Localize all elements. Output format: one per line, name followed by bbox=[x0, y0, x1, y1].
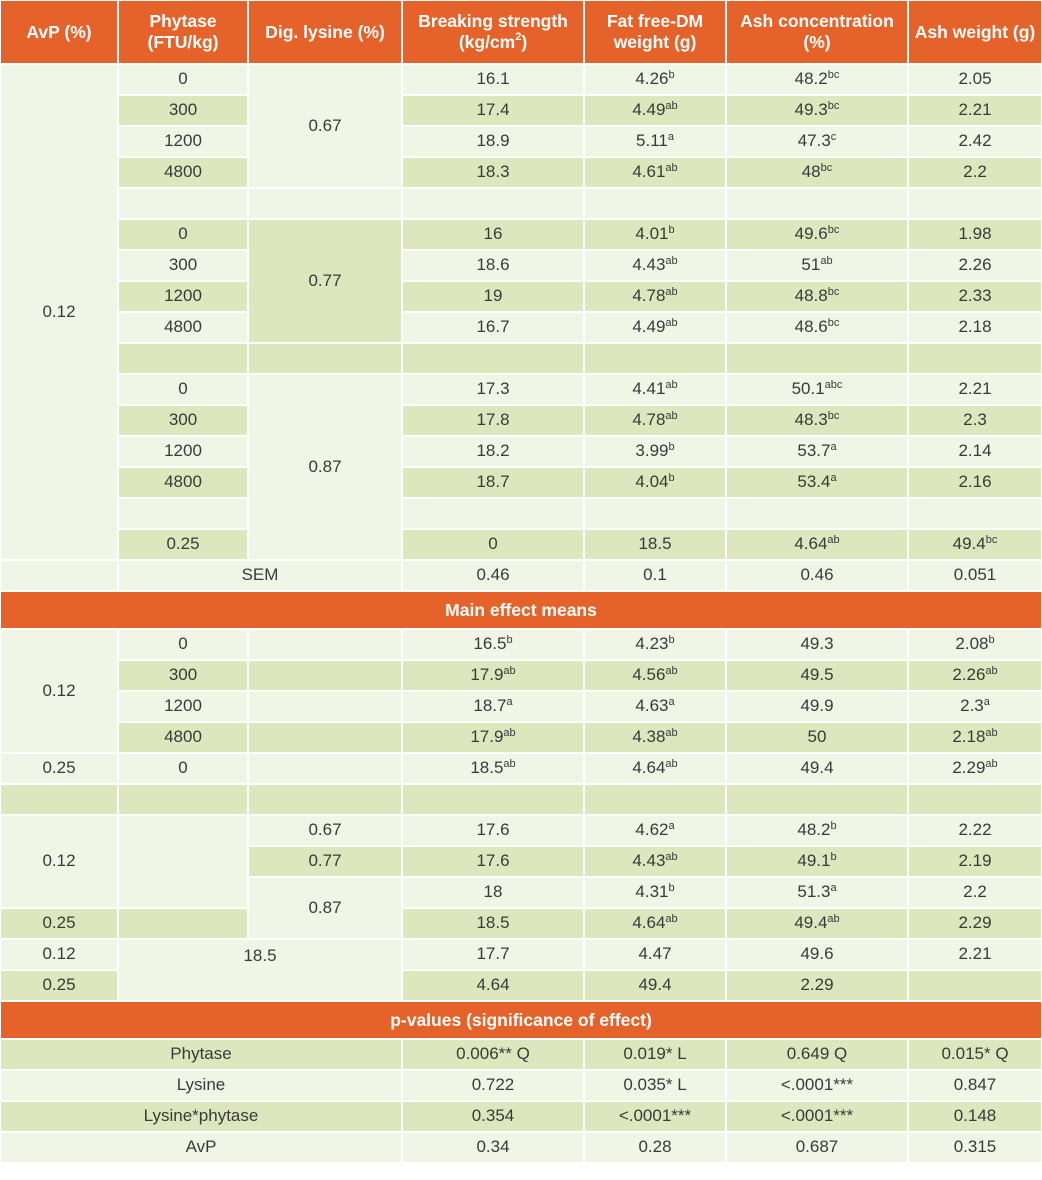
pvalue-row bbox=[0, 1039, 1042, 1070]
ashweight-cell: 2.08$^b$ bbox=[908, 629, 1042, 660]
breaking-cell: 0.46 bbox=[402, 560, 584, 591]
breaking-cell: 18.3 bbox=[402, 157, 584, 188]
breaking-cell: 0.722 bbox=[402, 1070, 584, 1101]
table-row bbox=[0, 467, 1042, 498]
ashconc-cell: 49.6 bbox=[726, 939, 908, 970]
ashconc-cell: 49.5 bbox=[726, 660, 908, 691]
pvalue-row bbox=[0, 1101, 1042, 1132]
ashweight-cell: 2.18$^{ab}$ bbox=[908, 722, 1042, 753]
col-header-ash-concentration: Ash concentration (%) bbox=[726, 0, 908, 64]
ashconc-cell: 48.8$^{bc}$ bbox=[726, 281, 908, 312]
fatfree-cell: 4.61$^{ab}$ bbox=[584, 157, 726, 188]
table-row bbox=[0, 250, 1042, 281]
breaking-cell: 17.4 bbox=[402, 95, 584, 126]
avp-cell: 0.12 bbox=[0, 939, 118, 970]
ashconc-cell: <.0001*** bbox=[726, 1070, 908, 1101]
ashconc-cell: 49.4 bbox=[726, 753, 908, 784]
fatfree-cell: 4.63$^a$ bbox=[584, 691, 726, 722]
ashconc-cell: 0.649 Q bbox=[726, 1039, 908, 1070]
ashconc-cell: 49.1$^b$ bbox=[726, 846, 908, 877]
breaking-cell: 18.2 bbox=[402, 436, 584, 467]
ashweight-cell: 2.14 bbox=[908, 436, 1042, 467]
ashconc-cell: 51.3$^a$ bbox=[726, 877, 908, 908]
effect-label: Phytase bbox=[0, 1039, 402, 1070]
col-header-avp: AvP (%) bbox=[0, 0, 118, 64]
ashconc-cell: 49.3$^{bc}$ bbox=[726, 95, 908, 126]
ashconc-cell: 49.6$^{bc}$ bbox=[726, 219, 908, 250]
table-row bbox=[0, 95, 1042, 126]
ashweight-cell: 0.847 bbox=[908, 1070, 1042, 1101]
ashconc-cell: 49.3 bbox=[726, 629, 908, 660]
fatfree-cell: 4.23$^b$ bbox=[584, 629, 726, 660]
fatfree-cell: 4.78$^{ab}$ bbox=[584, 281, 726, 312]
fatfree-cell: 5.11$^a$ bbox=[584, 126, 726, 157]
breaking-cell: 18.7$^a$ bbox=[402, 691, 584, 722]
breaking-cell: 0.354 bbox=[402, 1101, 584, 1132]
phytase-cell: 0 bbox=[118, 629, 248, 660]
fatfree-cell: 4.64$^{ab}$ bbox=[726, 529, 908, 560]
avp-main-value: 18.5 bbox=[118, 939, 402, 1001]
table-row bbox=[0, 64, 1042, 95]
ashconc-cell: <.0001*** bbox=[726, 1101, 908, 1132]
table-row bbox=[0, 126, 1042, 157]
ashconc-cell: 49.4$^{bc}$ bbox=[908, 529, 1042, 560]
ashweight-cell: 2.2 bbox=[908, 157, 1042, 188]
phytase-cell: 0 bbox=[118, 374, 248, 405]
header-row bbox=[0, 0, 1042, 64]
ashconc-cell: 47.3$^c$ bbox=[726, 126, 908, 157]
fatfree-cell: 4.47 bbox=[584, 939, 726, 970]
ashweight-cell: 2.2 bbox=[908, 877, 1042, 908]
ashweight-cell: 2.29 bbox=[908, 908, 1042, 939]
pvalue-row bbox=[0, 1070, 1042, 1101]
ashweight-cell: 2.21 bbox=[908, 939, 1042, 970]
breaking-cell: 16.1 bbox=[402, 64, 584, 95]
fatfree-cell: 4.01$^b$ bbox=[584, 219, 726, 250]
ashweight-cell: 2.21 bbox=[908, 374, 1042, 405]
avp-cell: 0.25 bbox=[0, 753, 118, 784]
phytase-cell: 4800 bbox=[118, 722, 248, 753]
avp-cell: 0.25 bbox=[0, 970, 118, 1001]
ashconc-cell: 0.46 bbox=[726, 560, 908, 591]
table-row bbox=[0, 281, 1042, 312]
fatfree-cell: 4.43$^{ab}$ bbox=[584, 250, 726, 281]
breaking-cell: 19 bbox=[402, 281, 584, 312]
ashweight-cell: 2.18 bbox=[908, 312, 1042, 343]
lysine-cell: 0.87 bbox=[248, 877, 402, 939]
breaking-cell: 0.34 bbox=[402, 1132, 584, 1163]
ashconc-cell: 0.687 bbox=[726, 1132, 908, 1163]
breaking-cell: 18.5 bbox=[402, 908, 584, 939]
col-header-fat-free-dm: Fat free-DM weight (g) bbox=[584, 0, 726, 64]
breaking-cell: 18.5 bbox=[584, 529, 726, 560]
lysine-cell: 0.67 bbox=[248, 64, 402, 188]
fatfree-cell: 4.04$^b$ bbox=[584, 467, 726, 498]
effect-label: AvP bbox=[0, 1132, 402, 1163]
fatfree-cell: 0.28 bbox=[584, 1132, 726, 1163]
breaking-cell: 18 bbox=[402, 877, 584, 908]
phytase-cell: 300 bbox=[118, 660, 248, 691]
breaking-cell: 17.7 bbox=[402, 939, 584, 970]
fatfree-cell: 4.49$^{ab}$ bbox=[584, 312, 726, 343]
fatfree-cell: 4.56$^{ab}$ bbox=[584, 660, 726, 691]
fatfree-cell: 0.035* L bbox=[584, 1070, 726, 1101]
ashconc-cell: 50.1$^{abc}$ bbox=[726, 374, 908, 405]
col-header-breaking-strength: Breaking strength $(kg/cm^2)$ bbox=[402, 0, 584, 64]
ashweight-cell: 1.98 bbox=[908, 219, 1042, 250]
phytase-cell: 1200 bbox=[118, 691, 248, 722]
breaking-cell: 18.6 bbox=[402, 250, 584, 281]
ashconc-cell: 50 bbox=[726, 722, 908, 753]
breaking-cell: 18.7 bbox=[402, 467, 584, 498]
ashweight-cell: 0.051 bbox=[908, 560, 1042, 591]
col-header-phytase: Phytase (FTU/kg) bbox=[118, 0, 248, 64]
ashweight-cell: 0.148 bbox=[908, 1101, 1042, 1132]
breaking-cell: 17.9$^{ab}$ bbox=[402, 722, 584, 753]
table-row bbox=[0, 691, 1042, 722]
ashconc-cell: 49.4$^{ab}$ bbox=[726, 908, 908, 939]
col-header-lysine: Dig. lysine (%) bbox=[248, 0, 402, 64]
avp-cell: 0.12 bbox=[0, 629, 118, 753]
ashweight-cell: 0.015* Q bbox=[908, 1039, 1042, 1070]
table-row bbox=[0, 436, 1042, 467]
spacer-row bbox=[0, 498, 1042, 529]
phytase-cell: 4800 bbox=[118, 157, 248, 188]
avp-cell: 0.12 bbox=[0, 815, 118, 908]
ashconc-cell: 48.6$^{bc}$ bbox=[726, 312, 908, 343]
fatfree-cell: 4.49$^{ab}$ bbox=[584, 95, 726, 126]
ashconc-cell: 48.2$^{bc}$ bbox=[726, 64, 908, 95]
phytase-cell: 300 bbox=[118, 405, 248, 436]
breaking-cell: 18.9 bbox=[402, 126, 584, 157]
fatfree-cell: 3.99$^b$ bbox=[584, 436, 726, 467]
fatfree-cell: 0.1 bbox=[584, 560, 726, 591]
fatfree-cell: 4.78$^{ab}$ bbox=[584, 405, 726, 436]
breaking-cell: 0.006** Q bbox=[402, 1039, 584, 1070]
lysine-cell: 0.67 bbox=[248, 815, 402, 846]
lysine-cell: 0.77 bbox=[248, 846, 402, 877]
ashweight-cell: 2.05 bbox=[908, 64, 1042, 95]
table-row bbox=[0, 753, 1042, 784]
main-effect-title: Main effect means bbox=[0, 591, 1042, 629]
breaking-cell: 17.3 bbox=[402, 374, 584, 405]
ashweight-cell: 2.26 bbox=[908, 250, 1042, 281]
ashweight-cell: 2.22 bbox=[908, 815, 1042, 846]
ashweight-cell: 2.21 bbox=[908, 95, 1042, 126]
fatfree-cell: 49.4 bbox=[584, 970, 726, 1001]
table-row bbox=[0, 939, 1042, 970]
breaking-cell: 16.7 bbox=[402, 312, 584, 343]
phytase-cell: 0 bbox=[118, 753, 248, 784]
pvalue-row bbox=[0, 1132, 1042, 1163]
ashconc-cell: $48^{bc}$ bbox=[726, 157, 908, 188]
ashweight-cell: 2.33 bbox=[908, 281, 1042, 312]
table-row bbox=[0, 660, 1042, 691]
fatfree-cell: 4.64$^{ab}$ bbox=[584, 753, 726, 784]
lysine-cell: 0.87 bbox=[248, 374, 402, 560]
table-row bbox=[0, 405, 1042, 436]
col-header-ash-weight: Ash weight (g) bbox=[908, 0, 1042, 64]
ashconc-cell: 49.9 bbox=[726, 691, 908, 722]
breaking-cell: 16 bbox=[402, 219, 584, 250]
phytase-cell: 1200 bbox=[118, 126, 248, 157]
fatfree-cell: <.0001*** bbox=[584, 1101, 726, 1132]
table-row bbox=[0, 529, 1042, 560]
avp-cell: 0.12 bbox=[0, 64, 118, 560]
avp-cell: 0.25 bbox=[0, 908, 118, 939]
effect-label: Lysine bbox=[0, 1070, 402, 1101]
spacer-row bbox=[0, 343, 1042, 374]
ashweight-cell: 2.3 bbox=[908, 405, 1042, 436]
ashweight-cell: 2.29$^{ab}$ bbox=[908, 753, 1042, 784]
ashweight-cell: 2.19 bbox=[908, 846, 1042, 877]
ashweight-cell: 2.16 bbox=[908, 467, 1042, 498]
ashconc-cell: 53.4$^a$ bbox=[726, 467, 908, 498]
ashweight-cell: 2.42 bbox=[908, 126, 1042, 157]
fatfree-cell: 4.64$^{ab}$ bbox=[584, 908, 726, 939]
fatfree-cell: 4.43$^{ab}$ bbox=[584, 846, 726, 877]
phytase-cell: 0 bbox=[118, 64, 248, 95]
spacer-row bbox=[0, 784, 1042, 815]
sem-row bbox=[0, 560, 1042, 591]
spacer-row bbox=[0, 188, 1042, 219]
phytase-cell: 0 bbox=[402, 529, 584, 560]
section-band bbox=[0, 591, 1042, 629]
table-row bbox=[0, 312, 1042, 343]
table-row bbox=[0, 374, 1042, 405]
fatfree-cell: 4.41$^{ab}$ bbox=[584, 374, 726, 405]
ashconc-cell: 2.29 bbox=[726, 970, 908, 1001]
breaking-cell: 18.5$^{ab}$ bbox=[402, 753, 584, 784]
avp-cell: 0.25 bbox=[118, 529, 248, 560]
breaking-cell: 17.9$^{ab}$ bbox=[402, 660, 584, 691]
phytase-cell: 300 bbox=[118, 95, 248, 126]
ashweight-cell: 2.26$^{ab}$ bbox=[908, 660, 1042, 691]
ashconc-cell: 48.3$^{bc}$ bbox=[726, 405, 908, 436]
phytase-cell: 4800 bbox=[118, 467, 248, 498]
breaking-cell: 17.8 bbox=[402, 405, 584, 436]
table-row bbox=[0, 908, 1042, 939]
effect-label: Lysine*phytase bbox=[0, 1101, 402, 1132]
ashweight-cell: 0.315 bbox=[908, 1132, 1042, 1163]
breaking-cell: 17.6 bbox=[402, 815, 584, 846]
phytase-cell: 1200 bbox=[118, 436, 248, 467]
phytase-cell: 1200 bbox=[118, 281, 248, 312]
section-band bbox=[0, 1001, 1042, 1039]
ashconc-cell: 48.2$^b$ bbox=[726, 815, 908, 846]
breaking-cell: 4.64 bbox=[402, 970, 584, 1001]
phytase-cell: 0 bbox=[118, 219, 248, 250]
ashweight-cell: 2.3$^a$ bbox=[908, 691, 1042, 722]
sem-label: SEM bbox=[118, 560, 402, 591]
ashconc-cell: 53.7$^a$ bbox=[726, 436, 908, 467]
fatfree-cell: 4.62$^a$ bbox=[584, 815, 726, 846]
phytase-cell: 300 bbox=[118, 250, 248, 281]
fatfree-cell: 4.38$^{ab}$ bbox=[584, 722, 726, 753]
fatfree-cell: 4.31$^b$ bbox=[584, 877, 726, 908]
table-row bbox=[0, 157, 1042, 188]
table-row bbox=[0, 629, 1042, 660]
table-row bbox=[0, 219, 1042, 250]
table-row bbox=[0, 722, 1042, 753]
fatfree-cell: 4.26$^b$ bbox=[584, 64, 726, 95]
breaking-cell: 17.6 bbox=[402, 846, 584, 877]
fatfree-cell: 0.019* L bbox=[584, 1039, 726, 1070]
table-row bbox=[0, 815, 1042, 846]
p-values-title: p-values (significance of effect) bbox=[0, 1001, 1042, 1039]
ashconc-cell: $51^{ab}$ bbox=[726, 250, 908, 281]
breaking-cell: 16.5$^b$ bbox=[402, 629, 584, 660]
lysine-cell: 0.77 bbox=[248, 219, 402, 343]
phytase-cell: 4800 bbox=[118, 312, 248, 343]
